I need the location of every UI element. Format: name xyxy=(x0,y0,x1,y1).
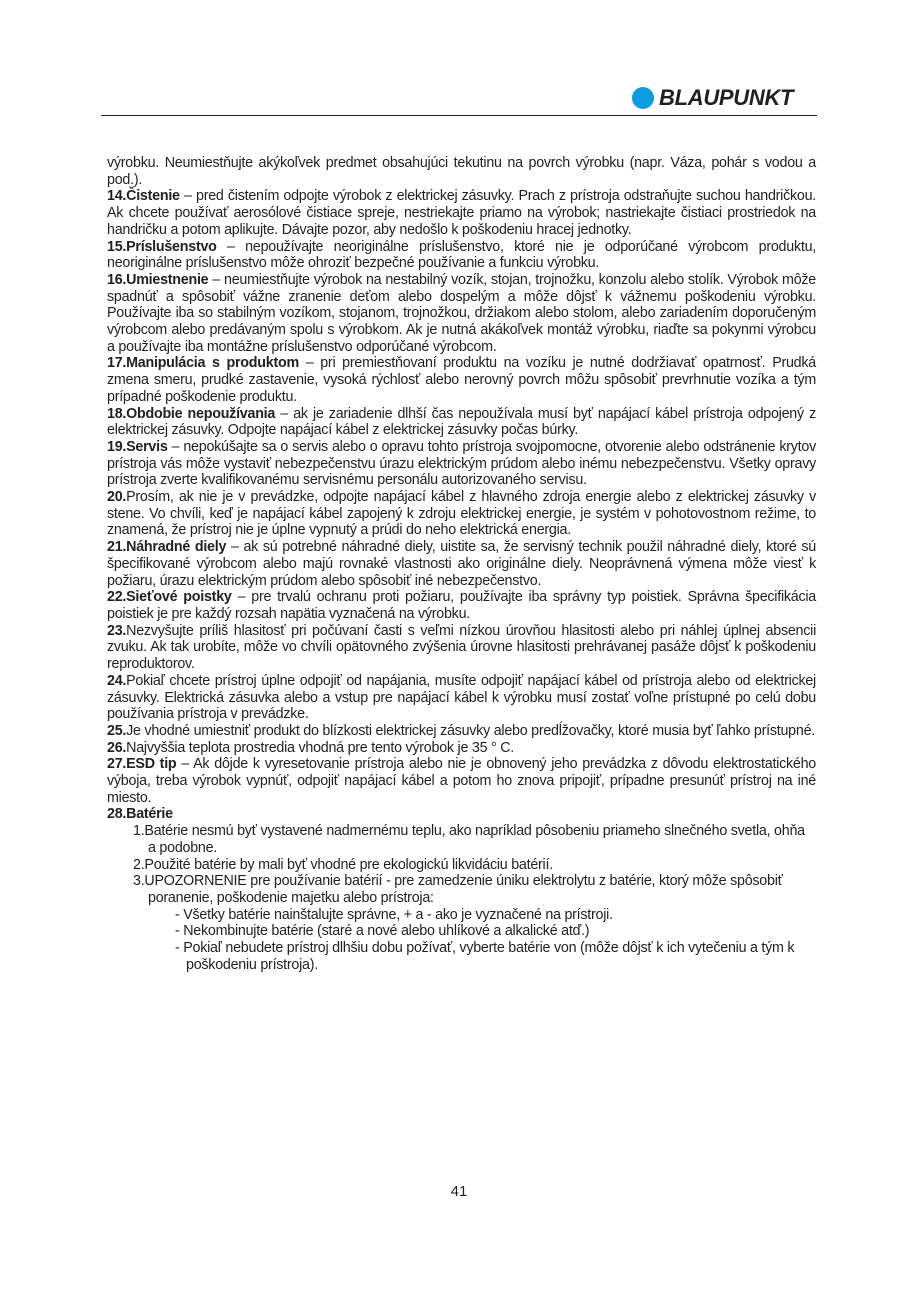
battery-list-item: 1.Batérie nesmú byť vystavené nadmernému teplu, ako napríklad pôsobeniu priameho slnečného svetla, ohňa a podobne. xyxy=(133,823,805,856)
battery-bullet-item: - Nekombinujte batérie (staré a nové alebo uhlíkové a alkalické atď.) xyxy=(175,923,590,940)
battery-bullet-item: - Všetky batérie nainštalujte správne, + a - ako je vyznačené na prístroji. xyxy=(175,906,613,923)
paragraph-heading: 26. xyxy=(107,739,127,756)
logo-dot-icon xyxy=(632,87,654,109)
paragraph-text: – ak sú potrebné náhradné diely, uistite sa, že servisný technik použil náhradné diely, ktoré sú špecifikované výrobcom alebo majú rovnaké vlastnosti ako originálne diely. Neoprávnená výmena môže viesť k požiaru, úrazu elektrickým prúdom alebo spôsobiť iné nebezpečenstvo. xyxy=(107,539,816,589)
paragraph-text: Pokiaľ chcete prístroj úplne odpojiť od napájania, musíte odpojiť napájací kábel od prístroja alebo od elektrickej zásuvky. Elektrická zásuvka alebo a vstup pre napájací kábel k výrobku musí zostať voľne prístupné po celú dobu používania prístroja v prevádzke. xyxy=(107,672,816,723)
page-number: 41 xyxy=(450,1183,468,1200)
paragraph-heading: 17.Manipulácia s produktom xyxy=(107,355,299,372)
paragraph-text: – pri premiestňovaní produktu na vozíku je nutné dodržiavať opatrnosť. Prudká zmena smeru, prudké zastavenie, vysoká rýchlosť alebo nerovný povrch môžu spôsobiť prevrhnutie vozíka a tým prípadné poškodenie produktu. xyxy=(107,355,816,405)
paragraph xyxy=(107,188,816,238)
paragraph-heading: 28.Batérie xyxy=(107,806,173,823)
paragraph-text: – nepoužívajte neoriginálne príslušenstvo, ktoré nie je odporúčané výrobcom produktu, neoriginálne príslušenstvo môže ohroziť bezpečné používanie a funkciu výrobku. xyxy=(107,238,816,272)
paragraph-text: Najvyššia teplota prostredia vhodná pre tento výrobok je 35 ° C. xyxy=(126,739,514,756)
paragraph-heading: 22.Sieťové poistky xyxy=(107,589,232,606)
paragraph-heading: 18.Obdobie nepoužívania xyxy=(107,405,276,422)
paragraph-heading: 14.Čistenie xyxy=(107,188,180,205)
paragraph-heading: 21.Náhradné diely xyxy=(107,539,227,556)
paragraph xyxy=(107,155,816,188)
brand-name: BLAUPUNKT xyxy=(659,85,794,110)
paragraph xyxy=(107,623,816,673)
paragraph xyxy=(107,723,816,740)
paragraph xyxy=(107,589,816,622)
paragraph-text: – pred čistením odpojte výrobok z elektrickej zásuvky. Prach z prístroja odstraňujte suchou handričkou. Ak chcete používať aerosólové čistiace spreje, nestriekajte priamo na výrobok; nastriekajte čistiaci prostriedok na handričku a potom aplikujte. Dávajte pozor, aby nedošlo k poškodeniu hracej jednotky. xyxy=(107,188,816,238)
paragraph-text: – neumiestňujte výrobok na nestabilný vozík, stojan, trojnožku, konzolu alebo stolík. Výrobok môže spadnúť a spôsobiť vážne zranenie deťom alebo dospelým a môže dôjsť k vážnemu poškodeniu výrobku. Používajte iba so stabilným vozíkom, stojanom, trojnožkou, držiakom alebo stolom, alebo zariadením doporučeným výrobcom alebo predávaným spolu s výrobkom. Ak je nutná akákoľvek montáž výrobku, riaďte sa pokynmi výrobcu a používajte iba montážne príslušenstvo odporúčané výrobcom. xyxy=(107,271,816,355)
paragraph-text: Je vhodné umiestniť produkt do blízkosti elektrickej zásuvky alebo predĺžovačky, ktoré musia byť ľahko prístupné. xyxy=(126,722,815,739)
battery-list-item: 2.Použité batérie by mali byť vhodné pre ekologickú likvidáciu batérií. xyxy=(133,856,553,873)
paragraph-text: Prosím, ak nie je v prevádzke, odpojte napájací kábel z hlavného zdroja energie alebo z elektrickej zásuvky v stene. Vo chvíli, keď je napájací kábel zapojený k zdroju elektrickej energie, je systém v pohotovostnom režime, to znamená, že prístroj nie je úplne vypnutý a prúdi do neho elektrická energia. xyxy=(107,489,816,539)
paragraph xyxy=(107,756,816,806)
paragraph-heading: 24. xyxy=(107,672,127,689)
paragraph-heading: 27.ESD tip xyxy=(107,756,177,773)
paragraph xyxy=(107,539,816,589)
paragraph-text: – nepokúšajte sa o servis alebo o opravu tohto prístroja svojpomocne, otvorenie alebo odstránenie krytov prístroja vás môže vystaviť nebezpečenstvu úrazu elektrickým prúdom alebo inému nebezpečenstvu. Všetky opravy prístroja zverte kvalifikovanému servisnému personálu autorizovaného servisu. xyxy=(107,438,816,489)
paragraph-text: výrobku. Neumiestňujte akýkoľvek predmet obsahujúci tekutinu na povrch výrobku (napr. Váza, pohár s vodou a pod.). xyxy=(107,155,816,188)
paragraph-heading: 20. xyxy=(107,489,127,506)
paragraph-text: – ak je zariadenie dlhší čas nepoužívala musí byť napájací kábel prístroja odpojený z elektrickej zásuvky. Odpojte napájací kábel z elektrickej zásuvky počas búrky. xyxy=(107,405,816,439)
paragraph xyxy=(107,489,816,539)
paragraph-heading: 23. xyxy=(107,622,127,639)
battery-bullet-item: - Pokiaľ nebudete prístroj dlhšiu dobu požívať, vyberte batérie von (môže dôjsť k ich vytečeniu a tým k poškodeniu prístroja). xyxy=(175,940,795,973)
paragraph-text: Nezvyšujte príliš hlasitosť pri počúvaní časti s veľmi nízkou úrovňou hlasitosti alebo pri náhlej úplnej absencii zvuku. Ak tak urobíte, môže vo chvíli opätovného zvýšenia úrovne hlasitosti prehrávanej pasáže dôjsť k poškodeniu reproduktorov. xyxy=(107,622,816,673)
paragraph-heading: 19.Servis xyxy=(107,438,168,455)
document-body xyxy=(107,155,816,973)
paragraph-text: – Ak dôjde k vyresetovanie prístroja alebo nie je obnovený jeho prevádzka z dôvodu elektrostatického výboja, treba výrobok vypnúť, odpojiť napájací kábel a potom ho znova pripojiť, prípadne presunúť prístroj na iné miesto. xyxy=(107,756,816,806)
paragraph xyxy=(107,439,816,489)
paragraph xyxy=(107,740,816,757)
paragraph-text: – pre trvalú ochranu proti požiaru, používajte iba správny typ poistiek. Správna špecifikácia poistiek je pre každý rozsah napätia vyznačená na výrobku. xyxy=(107,589,816,622)
paragraph-heading: 15.Príslušenstvo xyxy=(107,238,217,255)
paragraph xyxy=(107,239,816,272)
paragraph xyxy=(107,355,816,405)
paragraph-heading: 25. xyxy=(107,722,127,739)
paragraph xyxy=(107,673,816,723)
paragraph xyxy=(107,806,816,823)
paragraph xyxy=(107,272,816,356)
paragraph xyxy=(107,406,816,439)
battery-list-item: 3.UPOZORNENIE pre používanie batérií - pre zamedzenie úniku elektrolytu z batérie, ktorý môže spôsobiť poranenie, poškodenie majetku alebo prístroja: xyxy=(133,873,783,906)
header-divider xyxy=(101,115,817,116)
brand-logo xyxy=(632,86,793,110)
paragraph-heading: 16.Umiestnenie xyxy=(107,271,209,288)
